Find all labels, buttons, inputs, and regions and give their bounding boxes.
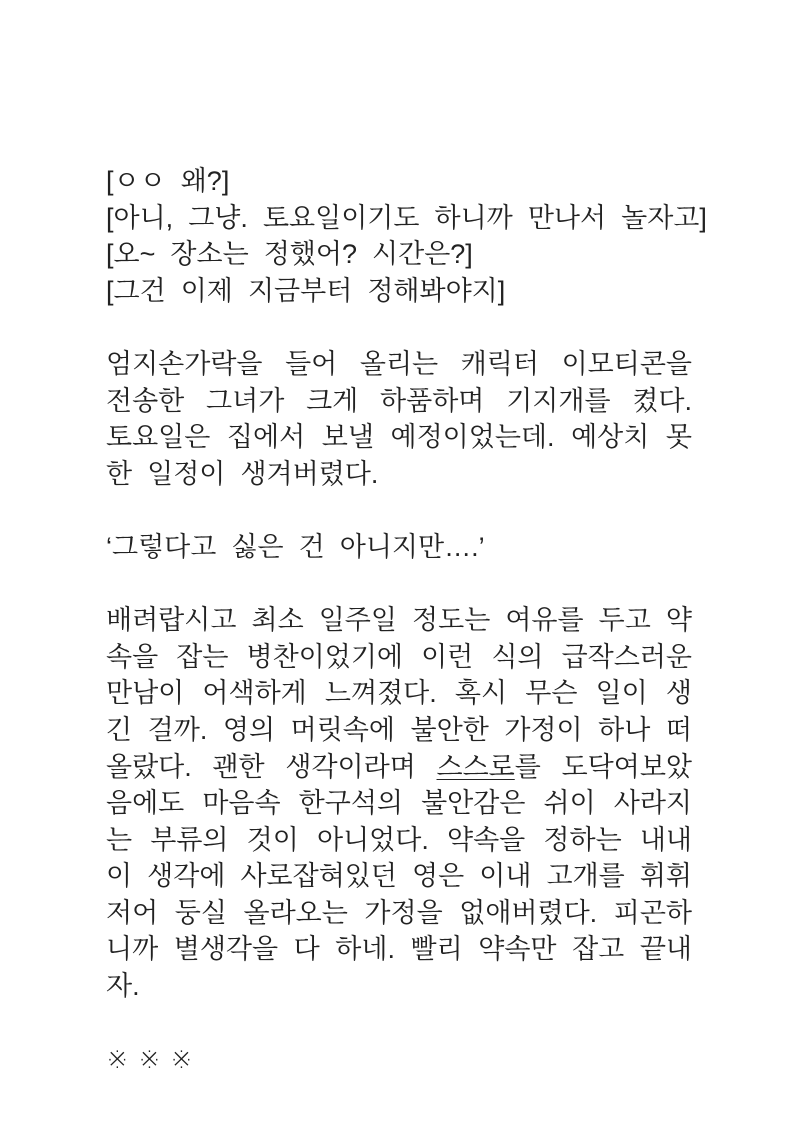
chat-message-line: [아니, 그냥. 토요일이기도 하니까 만나서 놀자고] (106, 202, 707, 233)
paragraph-2-text-before: 배려랍시고 최소 일주일 정도는 여유를 두고 약속을 잡는 병찬이었기에 이런 식의 급작스러운 만남이 어색하게 느껴졌다. 혹시 무슨 일이 생긴 걸까. 영의 머릿속에 불안한 가정이 하나 떠올랐다. 괜한 생각이라며 (106, 605, 692, 782)
paragraph-2-text-after: 를 도닥여보았음에도 마음속 한구석의 불안감은 쉬이 사라지는 부류의 것이 아니었다. 약속을 정하는 내내 이 생각에 사로잡혀있던 영은 이내 고개를 휘휘 저어 둥실 올라오는 가정을 없애버렸다. 피곤하니까 별생각을 다 하네. 빨리 약속만 잡고 끝내자. (106, 751, 692, 1002)
narration-paragraph-1: 엄지손가락을 들어 올리는 캐릭터 이모티콘을 전송한 그녀가 크게 하품하며 기지개를 켰다. 토요일은 집에서 보낼 예정이었는데. 예상치 못한 일정이 생겨버렸다. (106, 348, 692, 489)
chat-message-block (106, 163, 707, 309)
chat-message-line: [ㅇㅇ 왜?] (106, 166, 230, 196)
paragraph-2-underlined-word: 스스로 (436, 751, 515, 782)
chat-message-line: [그건 이제 지금부터 정해봐야지] (106, 275, 506, 306)
inner-thought-line: ‘그렇다고 싫은 건 아니지만….’ (106, 531, 485, 562)
scene-break-marker: ※※※ (106, 1044, 203, 1075)
narration-paragraph-2 (106, 602, 692, 1005)
chat-message-line: [오~ 장소는 정했어? 시간은?] (106, 239, 473, 270)
